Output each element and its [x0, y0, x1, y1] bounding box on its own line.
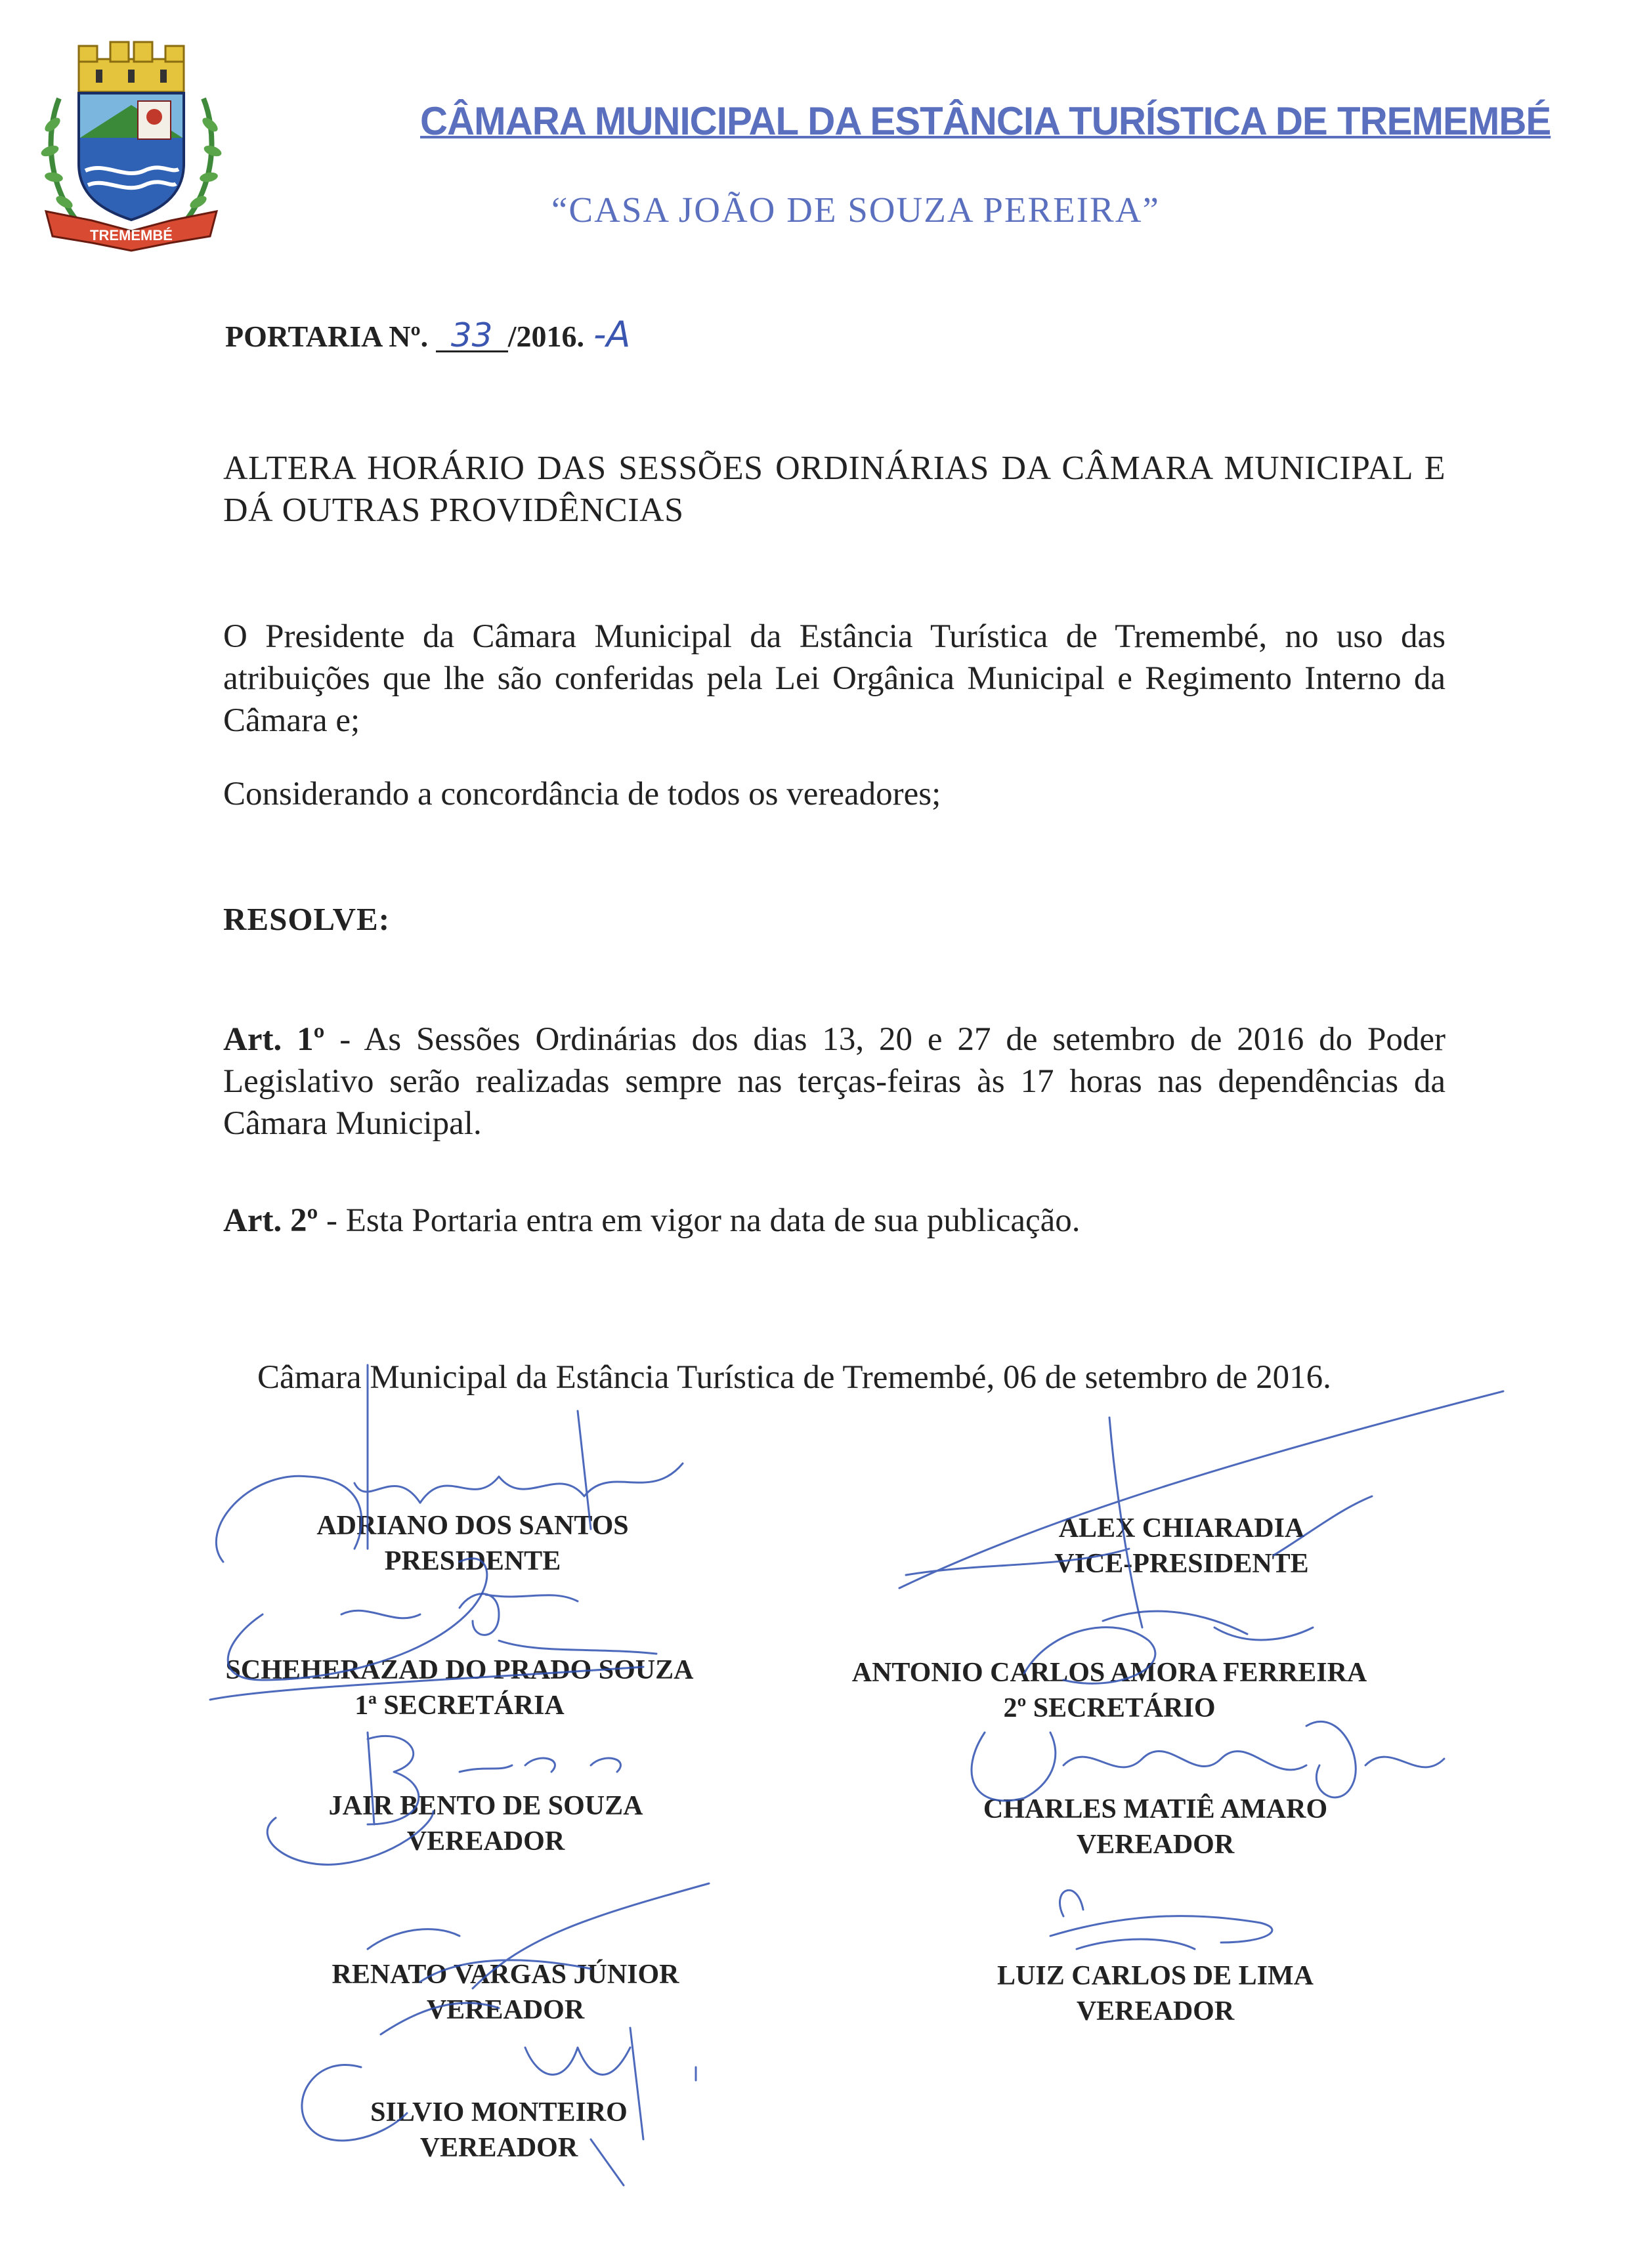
org-subtitle: “CASA JOÃO DE SOUZA PEREIRA”	[551, 190, 1160, 230]
org-name: CÂMARA MUNICIPAL DA ESTÂNCIA TURÍSTICA DE TREMEMBÉ	[420, 99, 1551, 143]
place-and-date: Câmara Municipal da Estância Turística de Tremembé, 06 de setembro de 2016.	[257, 1359, 1331, 1396]
signatory-role: PRESIDENTE	[384, 1546, 561, 1576]
article-1-label: Art. 1º	[223, 1021, 325, 1058]
article-2-label: Art. 2º	[223, 1202, 318, 1239]
preamble: O Presidente da Câmara Municipal da Estância Turística de Tremembé, no uso das atribuições que lhe são conferidas pela Lei Orgânica Municipal e Regimento Interno da Câmara e;	[223, 618, 1446, 739]
crest-ribbon-text: TREMEMBÉ	[90, 227, 173, 243]
signatory-name: ANTONIO CARLOS AMORA FERREIRA	[851, 1658, 1367, 1688]
signature-block-first-secretary	[197, 1652, 722, 1723]
portaria-number: 33	[436, 320, 508, 352]
signatory-name: SILVIO MONTEIRO	[370, 2097, 628, 2128]
signature-block-second-secretary	[814, 1655, 1405, 1726]
signature-charles-stroke	[972, 1721, 1444, 1801]
article-1	[223, 1018, 1446, 1144]
signatory-role: VEREADOR	[1076, 1996, 1235, 2026]
article-1-text: - As Sessões Ordinárias dos dias 13, 20 e 27 de setembro de 2016 do Poder Legislativo serão realizadas sempre nas terças-feiras às 17 horas nas dependências da Câmara Municipal.	[223, 1021, 1446, 1142]
signature-luiz-stroke	[1050, 1890, 1272, 1949]
resolve-heading: RESOLVE:	[223, 901, 391, 937]
municipal-coat-of-arms-icon	[33, 39, 230, 256]
signature-block-councilor	[295, 1788, 676, 1859]
signature-block-councilor	[295, 1957, 716, 2028]
signature-block-vice-president	[972, 1511, 1392, 1582]
signatory-name: JAIR BENTO DE SOUZA	[328, 1791, 643, 1821]
signatory-name: RENATO VARGAS JÚNIOR	[332, 1960, 679, 1990]
signatory-name: CHARLES MATIÊ AMARO	[983, 1794, 1328, 1824]
signatory-name: LUIZ CARLOS DE LIMA	[997, 1961, 1314, 1991]
article-2-text: - Esta Portaria entra em vigor na data de sua publicação.	[318, 1202, 1081, 1239]
article-2	[223, 1200, 1446, 1242]
signatory-role: VEREADOR	[426, 1995, 585, 2025]
considerando: Considerando a concordância de todos os vereadores;	[223, 776, 941, 812]
signatory-role: VICE-PRESIDENTE	[1054, 1549, 1309, 1579]
signature-block-councilor	[945, 1792, 1365, 1862]
signatory-name: SCHEHERAZAD DO PRADO SOUZA	[225, 1655, 694, 1685]
signature-block-councilor	[309, 2095, 689, 2166]
portaria-year: /2016.	[507, 320, 584, 353]
signatory-role: VEREADOR	[1076, 1830, 1235, 1860]
signature-block-councilor	[945, 1958, 1365, 2029]
portaria-prefix: PORTARIA Nº.	[225, 320, 429, 353]
signatory-role: VEREADOR	[406, 1826, 565, 1857]
signatory-role: 1ª SECRETÁRIA	[354, 1690, 565, 1721]
signatory-name: ALEX CHIARADIA	[1058, 1513, 1305, 1544]
portaria-handwritten-suffix: -A	[593, 314, 631, 355]
signature-block-president	[263, 1508, 683, 1579]
signatory-name: ADRIANO DOS SANTOS	[316, 1511, 629, 1541]
signatory-role: VEREADOR	[419, 2133, 578, 2163]
ementa: ALTERA HORÁRIO DAS SESSÕES ORDINÁRIAS DA CÂMARA MUNICIPAL E DÁ OUTRAS PROVIDÊNCIAS	[223, 450, 1446, 529]
signature-vice-president-stroke	[899, 1391, 1503, 1628]
signatory-role: 2º SECRETÁRIO	[1003, 1693, 1216, 1723]
document-number	[225, 314, 630, 355]
